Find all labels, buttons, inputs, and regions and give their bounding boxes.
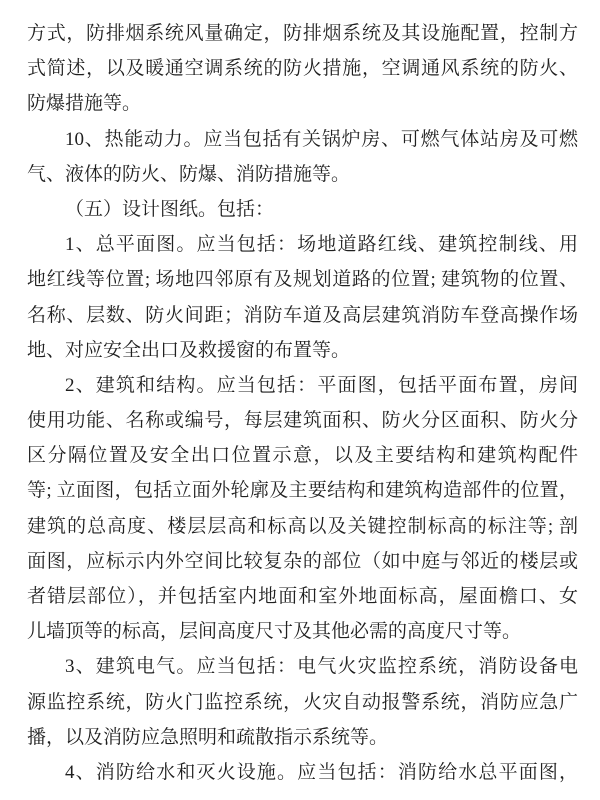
text-line: 名称、层数、防火间距；消防车道及高层建筑消防车登高操作场 (27, 304, 578, 326)
text-line: 1、总平面图。应当包括：场地道路红线、建筑控制线、用 (65, 234, 578, 256)
text-line: 2、建筑和结构。应当包括：平面图，包括平面布置，房间 (65, 374, 578, 396)
text-line: 10、热能动力。应当包括有关锅炉房、可燃气体站房及可燃 (65, 128, 578, 150)
text-line: 使用功能、名称或编号，每层建筑面积、防火分区面积、防火分 (27, 410, 578, 432)
text-line: 面图，应标示内外空间比较复杂的部位（如中庭与邻近的楼层或 (27, 550, 578, 572)
text-line: 3、建筑电气。应当包括：电气火灾监控系统，消防设备电 (65, 656, 578, 678)
text-line: 区分隔位置及安全出口位置示意，以及主要结构和建筑构配件 (27, 445, 578, 467)
text-line: 儿墙顶等的标高，层间高度尺寸及其他必需的高度尺寸等。 (27, 621, 522, 643)
text-line: 4、消防给水和灭火设施。应当包括：消防给水总平面图， (65, 761, 578, 783)
text-line: 式简述，以及暖通空调系统的防火措施，空调通风系统的防火、 (27, 58, 578, 80)
text-line: 气、液体的防火、防爆、消防措施等。 (27, 163, 351, 185)
text-line: 地红线等位置; 场地四邻原有及规划道路的位置; 建筑物的位置、 (27, 269, 578, 291)
text-line: 者错层部位），并包括室内地面和室外地面标高，屋面檐口、女 (27, 586, 578, 607)
text-line: 等; 立面图，包括立面外轮廓及主要结构和建筑构造部件的位置， (27, 480, 578, 502)
text-line: 源监控系统，防火门监控系统，火灾自动报警系统，消防应急广 (27, 691, 578, 713)
text-line: 方式，防排烟系统风量确定，防排烟系统及其设施配置，控制方 (27, 23, 578, 44)
text-line: （五）设计图纸。包括： (65, 198, 275, 220)
text-line: 地、对应安全出口及救援窗的布置等。 (27, 339, 351, 361)
document-body (27, 16, 578, 790)
text-line: 建筑的总高度、楼层层高和标高以及关键控制标高的标注等; 剖 (27, 515, 578, 537)
text-line: 防爆措施等。 (27, 93, 142, 115)
text-line: 播，以及消防应急照明和疏散指示系统等。 (27, 726, 389, 748)
